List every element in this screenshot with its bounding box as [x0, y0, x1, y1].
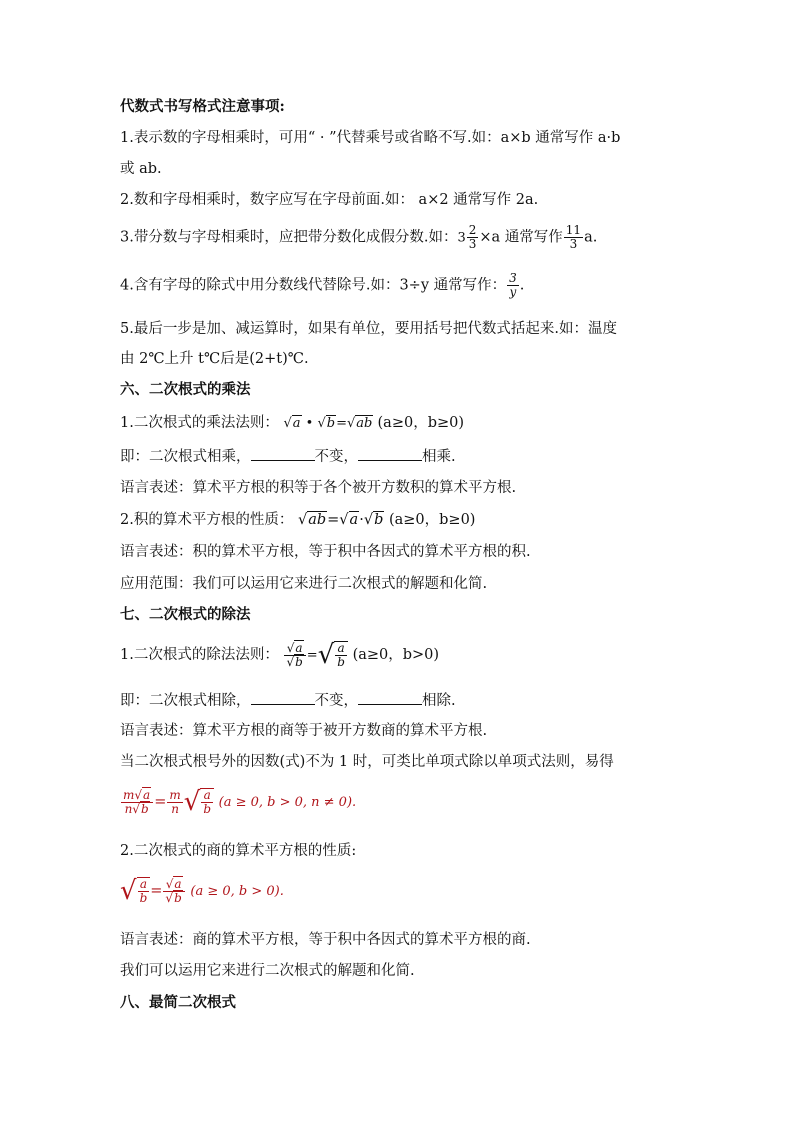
section-8-heading: 八、最简二次根式 [120, 994, 236, 1011]
sec7-property: 2.二次根式的商的算术平方根的性质: [120, 843, 357, 859]
fraction-denominator: 3 [468, 237, 477, 251]
sec6-rule-1-text: 1.二次根式的乘法法则： [120, 415, 279, 431]
sqrt-ab: √ab [347, 416, 373, 431]
sec7-rule-1: 1.二次根式的除法法则： $\frac{√a}{√b}$ =√ $\frac{a}{b}$ (a≥0，b>0) [120, 640, 440, 670]
sec7-statement-2: 语言表述：商的算术平方根，等于积中各因式的算术平方根的商. [120, 932, 531, 948]
note-1-line-1: 1.表示数的字母相乘时，可用“ · ”代替乘号或省略不写.如：a×b 通常写作 a·b [120, 130, 621, 146]
sec6-rule-2 [120, 446, 680, 467]
sec6-application: 应用范围：我们可以运用它来进行二次根式的解题和化简. [120, 576, 488, 592]
sec7-rule-2-post: 相除. [422, 693, 456, 709]
sec6-rule-2-pre: 即：二次根式相乘， [120, 449, 251, 465]
quotient-sqrt-fraction: $\frac{√a}{√b}$ [284, 642, 305, 669]
sqrt-ab: √ab [297, 512, 327, 528]
note-3-text: 3.带分数与字母相乘时，应把带分数化成假分数.如： [120, 229, 458, 246]
note-3 [120, 224, 680, 251]
product-property-formula: √ab=√a·√b [297, 512, 384, 528]
fill-in-blank[interactable] [358, 446, 422, 461]
sec6-property-condition: (a≥0，b≥0) [388, 512, 476, 528]
note-5-line-2: 由 2℃上升 t℃后是(2+t)℃. [120, 351, 309, 367]
sec7-rule-2-pre: 即：二次根式相除， [120, 693, 251, 709]
mixed-number-fraction [467, 224, 479, 251]
sec7-formula-2: √ $\frac{a}{b}$ = $\frac{√a}{√b}$ (a ≥ 0, b > 0). [120, 876, 284, 906]
note-3-post: a. [584, 229, 598, 246]
sec7-rule-1-text: 1.二次根式的除法法则： [120, 647, 279, 663]
sqrt-a-over-b: √ $\frac{a}{b}$ [120, 877, 150, 905]
section-6-heading: 六、二次根式的乘法 [120, 381, 251, 398]
m-over-n: $\frac{m}{n}$ [169, 787, 181, 816]
m-sqrt-a-over-n-sqrt-b: $\frac{m√a}{n√b}$ [121, 789, 153, 816]
sec6-rule-1-condition: (a≥0，b≥0) [377, 415, 465, 431]
note-5-line-1: 5.最后一步是加、减运算时，如果有单位，要用括号把代数式括起来.如：温度 [120, 321, 617, 337]
sqrt-a-over-b: √ $\frac{a}{b}$ [184, 788, 214, 816]
sqrt-of-fraction: √ $\frac{a}{b}$ [318, 641, 348, 669]
product-rule-formula: √a • √b=√ab [283, 416, 377, 431]
sec7-application: 我们可以运用它来进行二次根式的解题和化简. [120, 963, 415, 979]
note-4 [120, 272, 680, 299]
fill-in-blank[interactable] [358, 690, 422, 705]
sec7-rule-1-condition: (a≥0，b>0) [352, 647, 440, 663]
mixed-number-whole: 3 [457, 230, 466, 246]
fill-in-blank[interactable] [251, 446, 315, 461]
sec6-rule-2-post: 相乘. [422, 449, 456, 465]
sqrt-a: √a [283, 416, 301, 431]
page-title: 代数式书写格式注意事项: [120, 98, 285, 115]
fill-in-blank[interactable] [251, 690, 315, 705]
sec6-rule-2-mid: 不变， [314, 449, 358, 465]
note-3-mid: ×a 通常写作 [479, 229, 563, 246]
fraction-numerator: 2 [468, 223, 477, 237]
sec7-rule-2 [120, 690, 680, 711]
sec6-property [120, 510, 680, 530]
fraction-denominator: y [509, 285, 517, 299]
fraction-numerator: 11 [565, 223, 582, 237]
improper-fraction [564, 224, 583, 251]
sec7-formula-2-condition: (a ≥ 0, b > 0). [190, 884, 284, 899]
note-1-line-2: 或 ab. [120, 161, 162, 177]
sec7-formula-1: $\frac{m√a}{n√b}$ = $\frac{m}{n}$ √ $\frac{a}{b}$ (a ≥ 0, b > 0, n ≠ 0). [123, 787, 357, 817]
note-4-text: 4.含有字母的除式中用分数线代替除号.如：3÷y 通常写作： [120, 277, 507, 294]
sec7-statement: 语言表述：算术平方根的商等于被开方数商的算术平方根. [120, 723, 488, 739]
sqrt-a: √a [339, 512, 359, 528]
sec7-note: 当二次根式根号外的因数(式)不为 1 时，可类比单项式除以单项式法则，易得 [120, 754, 614, 770]
sec6-rule-1 [120, 413, 680, 434]
note-2: 2.数和字母相乘时，数字应写在字母前面.如： a×2 通常写作 2a. [120, 192, 539, 208]
sec6-statement: 语言表述：算术平方根的积等于各个被开方数积的算术平方根. [120, 480, 517, 496]
sec7-formula-1-condition: (a ≥ 0, b > 0, n ≠ 0). [218, 795, 357, 810]
sec6-property-text: 2.积的算术平方根的性质： [120, 512, 294, 528]
section-7-heading: 七、二次根式的除法 [120, 606, 251, 623]
sqrt-b: √b [317, 416, 336, 431]
sqrt-b: √b [363, 512, 384, 528]
sec6-statement-2: 语言表述：积的算术平方根，等于积中各因式的算术平方根的积. [120, 544, 531, 560]
fraction-denominator: 3 [569, 237, 578, 251]
note-4-post: . [519, 277, 525, 294]
fraction-numerator: 3 [509, 271, 517, 285]
fraction-3-over-y [507, 272, 519, 299]
sqrt-a-over-sqrt-b: $\frac{√a}{√b}$ [163, 878, 184, 905]
sec7-rule-2-mid: 不变， [314, 693, 358, 709]
